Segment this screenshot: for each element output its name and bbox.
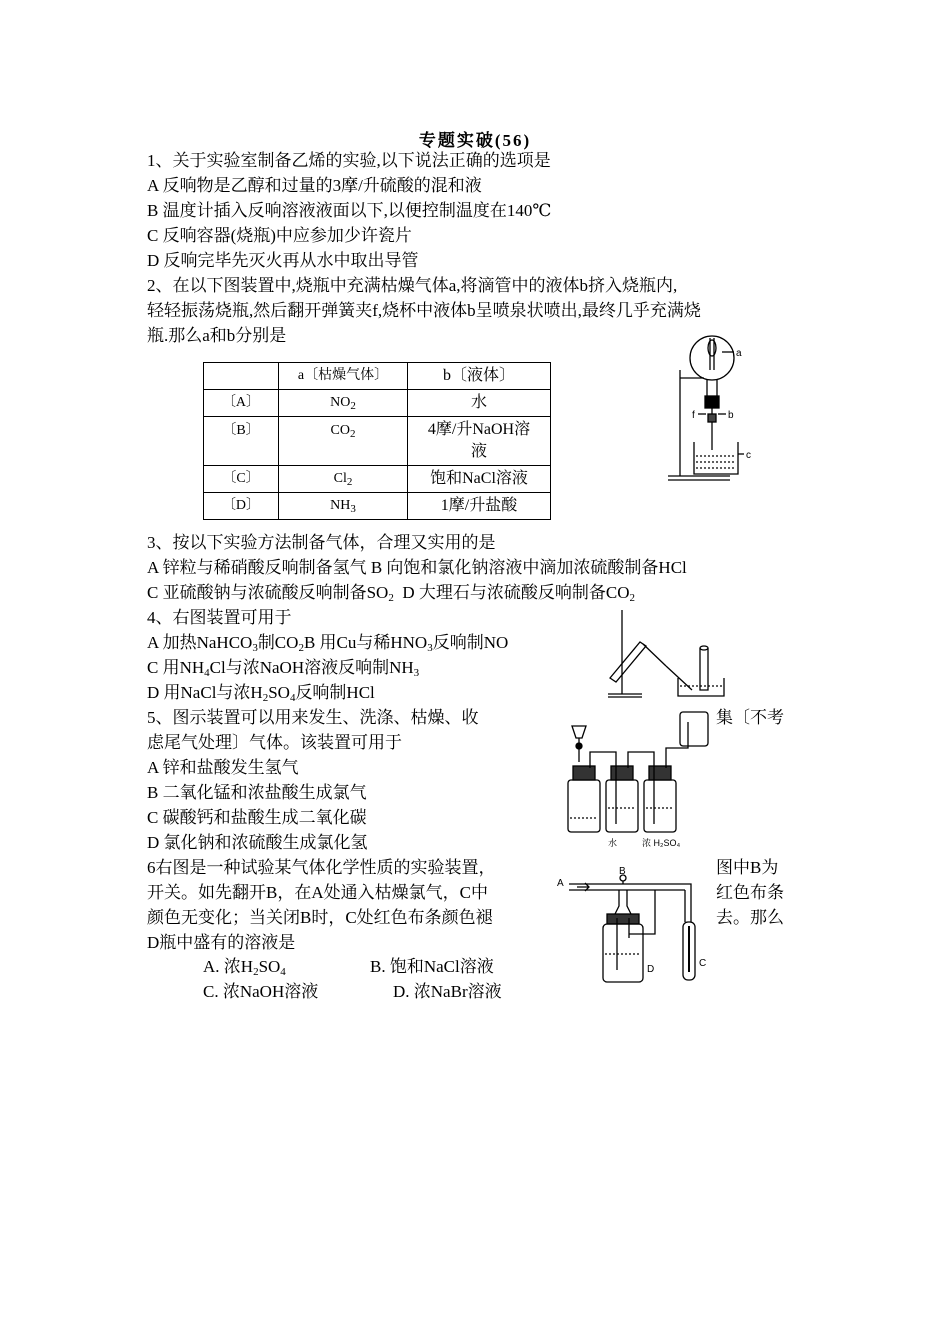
- q1-stem: 1、关于实验室制备乙烯的实验,以下说法正确的选项是: [147, 151, 551, 170]
- fig-label-b: b: [728, 410, 734, 421]
- q3-stem: 3、按以下实验方法制备气体，合理又实用的是: [147, 533, 496, 552]
- q1-option-b: B 温度计插入反响溶液液面以下,以便控制温度在140℃: [147, 201, 552, 220]
- fig-label-D: D: [647, 964, 655, 975]
- fig-label-A: A: [557, 878, 564, 889]
- q2-fountain-apparatus-figure: [660, 330, 780, 485]
- row-liquid: 水: [408, 390, 551, 417]
- row-gas: $CO_2$: [279, 417, 408, 466]
- q5-option-b: B 二氧化锰和浓盐酸生成氯气: [147, 783, 367, 802]
- table-header-row: [204, 363, 551, 390]
- q5-stem-line2: 虑尾气处理〕气体。该装置可用于: [147, 733, 402, 752]
- table-header-liquid: b〔液体〕: [408, 363, 551, 390]
- q6-stem-line1: 6右图是一种试验某气体化学性质的实验装置，: [147, 858, 496, 877]
- q6-option-b: B. 饱和NaCl溶液: [370, 957, 494, 976]
- table-row: [204, 466, 551, 493]
- q5-stem-line1-right: 集〔不考: [716, 708, 784, 727]
- q5-option-c: C 碳酸钙和盐酸生成二氧化碳: [147, 808, 367, 827]
- fig-label-a: a: [736, 348, 742, 359]
- q6-option-c: C. 浓NaOH溶液: [203, 982, 319, 1001]
- table-row: [204, 417, 551, 466]
- table-header-gas: a〔枯燥气体〕: [279, 363, 408, 390]
- q6-stem-line3-right: 去。那么: [716, 908, 784, 927]
- q4-gas-generation-figure: [600, 608, 730, 703]
- q4-stem: 4、右图装置可用于: [147, 608, 292, 627]
- q6-stem-line4: D瓶中盛有的溶液是: [147, 933, 296, 952]
- q1-option-d: D 反响完毕先灭火再从水中取出导管: [147, 251, 419, 270]
- q5-option-a: A 锌和盐酸发生氢气: [147, 758, 299, 777]
- q6-option-d: D. 浓NaBr溶液: [393, 982, 502, 1001]
- q2-stem-line3: 瓶.那么a和b分别是: [147, 326, 287, 345]
- row-gas: $NO_2$: [279, 390, 408, 417]
- page-title: 专题实破(56): [418, 131, 532, 150]
- q6-option-a: A. 浓$H_2SO_4$: [203, 957, 286, 978]
- q2-stem-line1: 2、在以下图装置中,烧瓶中充满枯燥气体a,将滴管中的液体b挤入烧瓶内,: [147, 276, 678, 295]
- q6-stem-line2: 开关。如先翻开B，在A处通入枯燥氯气，C中: [147, 883, 488, 902]
- table-corner-cell: [204, 363, 279, 390]
- fig-label-f: f: [692, 410, 695, 421]
- q1-option-a: A 反响物是乙醇和过量的3摩/升硫酸的混和液: [147, 176, 482, 195]
- q6-stem-line1-right: 图中B为: [716, 858, 779, 877]
- q6-stem-line2-right: 红色布条: [716, 883, 784, 902]
- q2-options-table: [203, 362, 551, 520]
- q5-option-d: D 氯化钠和浓硫酸生成氯化氢: [147, 833, 368, 852]
- q4-option-c: C 用$NH_4Cl$与浓NaOH溶液反响制$NH_3$: [147, 658, 420, 679]
- row-gas: $NH_3$: [279, 493, 408, 520]
- q1-option-c: C 反响容器(烧瓶)中应参加少许瓷片: [147, 226, 412, 245]
- q6-chlorine-test-figure: [555, 862, 715, 992]
- q5-stem-line1: 5、图示装置可以用来发生、洗涤、枯燥、收: [147, 708, 479, 727]
- row-liquid: 4摩/升NaOH溶 液: [408, 417, 551, 466]
- row-liquid: 饱和NaCl溶液: [408, 466, 551, 493]
- q6-stem-line3: 颜色无变化；当关闭B时，C处红色布条颜色褪: [147, 908, 493, 927]
- q4-options-ab: A 加热NaHCO$_3$制$CO_2B$ 用Cu与稀$HNO_3$反响制NO: [147, 633, 509, 654]
- fig-label-water: 水: [608, 838, 618, 848]
- q3-options-cd: C 亚硫酸钠与浓硫酸反响制备$SO_2$ D 大理石与浓硫酸反响制备$CO_2$: [147, 583, 635, 604]
- fig-label-B: B: [619, 866, 626, 877]
- fig-label-sulfuric-acid: 浓 H₂SO₄: [642, 838, 681, 848]
- row-option: 〔C〕: [204, 466, 279, 493]
- q2-stem-line2: 轻轻振荡烧瓶,然后翻开弹簧夹f,烧杯中液体b呈喷泉状喷出,最终几乎充满烧: [147, 301, 701, 320]
- table-row: [204, 390, 551, 417]
- row-gas: $Cl_2$: [279, 466, 408, 493]
- row-option: 〔B〕: [204, 417, 279, 466]
- row-option: 〔D〕: [204, 493, 279, 520]
- row-liquid: 1摩/升盐酸: [408, 493, 551, 520]
- fig-label-C: C: [699, 958, 707, 969]
- fig-label-c: c: [746, 450, 751, 461]
- q5-gas-train-figure: [562, 708, 712, 850]
- q4-option-d: D 用NaCl与浓$H_2SO_4$反响制HCl: [147, 683, 375, 704]
- q3-options-ab: A 锌粒与稀硝酸反响制备氢气 B 向饱和氯化钠溶液中滴加浓硫酸制备HCl: [147, 558, 687, 577]
- table-row: [204, 493, 551, 520]
- row-option: 〔A〕: [204, 390, 279, 417]
